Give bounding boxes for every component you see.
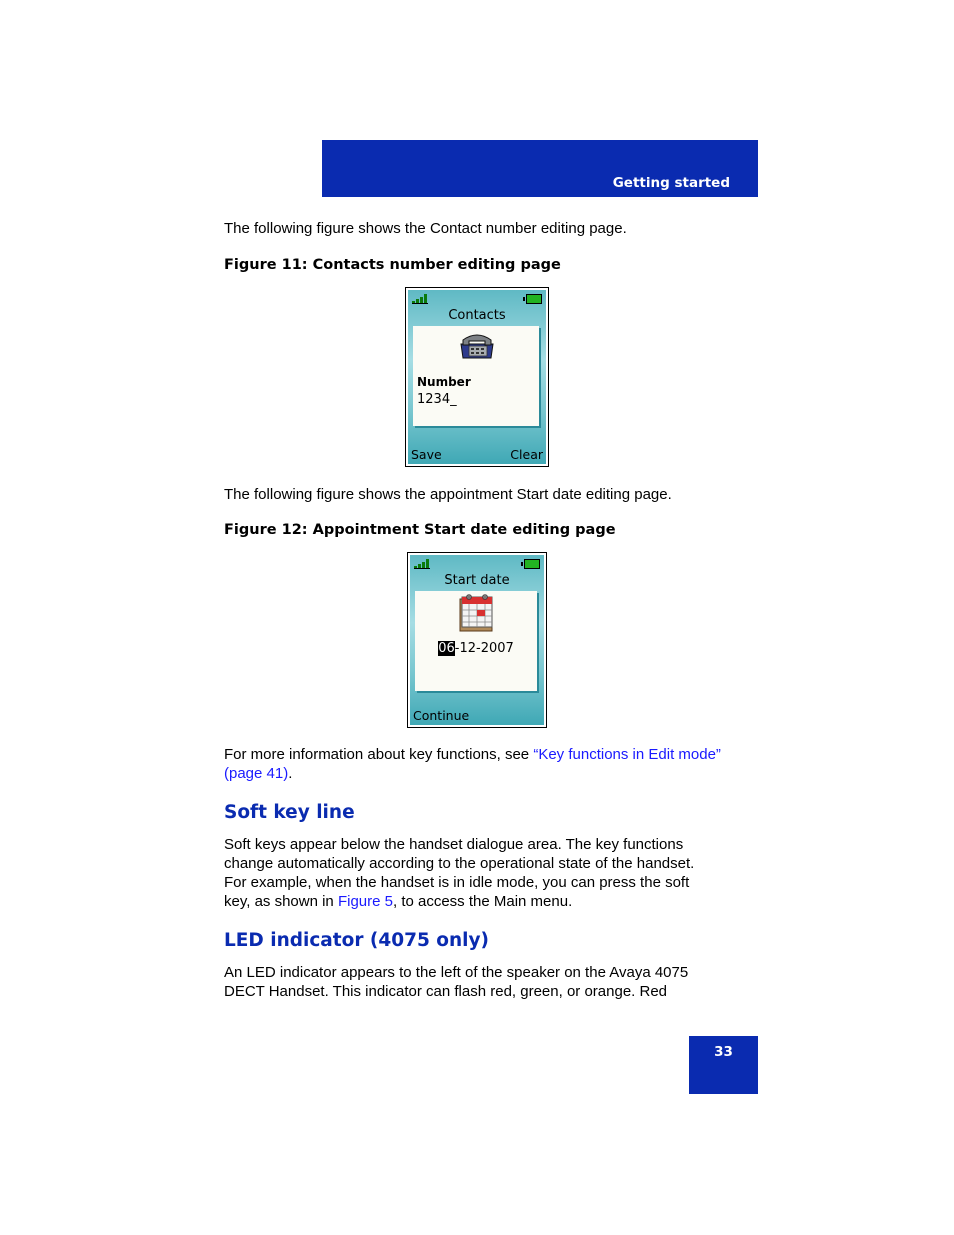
start-date-value[interactable] <box>415 641 537 656</box>
number-value[interactable]: 1234_ <box>417 392 457 407</box>
soft-key-line-heading: Soft key line <box>224 802 355 823</box>
soft-key-suffix: , to access the Main menu. <box>392 893 573 910</box>
status-row <box>408 292 546 306</box>
start-date-content-box <box>415 591 537 691</box>
page-number: 33 <box>714 1044 733 1060</box>
battery-icon <box>524 559 540 569</box>
intro-paragraph-1: The following figure shows the Contact number editing page. <box>224 220 627 237</box>
status-row <box>410 557 544 571</box>
screen-title: Start date <box>444 573 510 588</box>
figure-5-link[interactable]: Figure 5 <box>337 893 393 910</box>
page-number-box <box>689 1036 758 1094</box>
contacts-screen-display <box>408 290 546 464</box>
date-day-selected[interactable]: 06 <box>438 641 455 656</box>
number-label: Number <box>417 375 471 389</box>
battery-icon <box>526 294 542 304</box>
led-indicator-heading: LED indicator (4075 only) <box>224 930 490 951</box>
key-functions-suffix: . <box>288 765 293 782</box>
start-date-screen-display <box>410 555 544 725</box>
led-paragraph: An LED indicator appears to the left of the speaker on the Avaya 4075 DECT Handset. This indicator can flash red, green, or orange. Red <box>224 964 689 1000</box>
key-functions-paragraph <box>224 745 724 783</box>
signal-icon <box>414 559 432 569</box>
key-functions-link[interactable]: “Key functions in Edit mode” (page 41) <box>224 746 721 782</box>
figure-11-caption: Figure 11: Contacts number editing page <box>224 257 561 273</box>
header-bar <box>322 140 758 197</box>
calendar-icon <box>457 593 497 633</box>
soft-key-text: Soft keys appear below the handset dialogue area. The key functions change automatically according to the operational state of the handset. For example, when the handset is in idle mode, you can press the soft key, as shown in <box>224 836 695 910</box>
screen-title: Contacts <box>448 308 506 323</box>
contacts-content-box <box>413 326 539 426</box>
contacts-screen <box>405 287 549 467</box>
key-functions-text: For more information about key functions, see <box>224 746 534 763</box>
date-rest: -12-2007 <box>454 641 514 656</box>
soft-key-paragraph <box>224 835 716 911</box>
header-title: Getting started <box>612 175 730 191</box>
clear-softkey[interactable]: Clear <box>510 447 543 462</box>
continue-softkey[interactable]: Continue <box>413 708 470 723</box>
save-softkey[interactable]: Save <box>411 447 442 462</box>
signal-icon <box>412 294 430 304</box>
figure-12-caption: Figure 12: Appointment Start date editing page <box>224 522 616 538</box>
intro-paragraph-2: The following figure shows the appointment Start date editing page. <box>224 486 672 503</box>
start-date-screen <box>407 552 547 728</box>
phone-icon <box>457 330 497 362</box>
